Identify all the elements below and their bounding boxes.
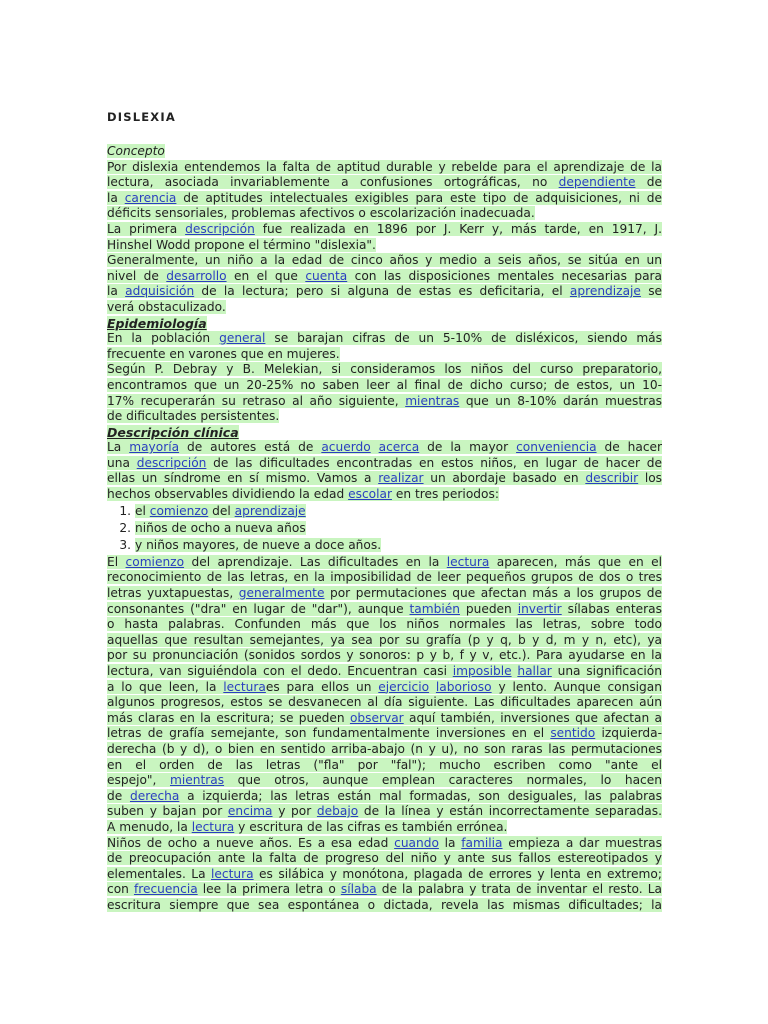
link-mayoria[interactable]: mayoría (129, 440, 180, 455)
link-escolar[interactable]: escolar (348, 487, 392, 502)
link-observar[interactable]: observar (349, 710, 404, 725)
text-line: de dificultades persistentes. (107, 409, 280, 424)
link-familia[interactable]: familia (461, 835, 503, 850)
text-line: Según P. Debray y B. Melekian, si consideramos los niños del curso preparatorio, (107, 362, 662, 377)
document-title: DISLEXIA (107, 110, 176, 124)
text-line: algunos progresos, estos se desvanecen al día siguiente. Las dificultades aparecen aún (107, 695, 662, 710)
link-invertir[interactable]: invertir (517, 601, 562, 616)
link-acuerdo[interactable]: acuerdo (321, 440, 371, 455)
text-word: de (646, 175, 662, 190)
link-aprendizaje[interactable]: aprendizaje (569, 284, 641, 299)
text-line: letras yuxtapuestas, generalmente por permutaciones que afectan más a los grupos de (107, 586, 662, 601)
text-line: hechos observables dividiendo la edad (107, 487, 345, 502)
link-cuenta[interactable]: cuenta (305, 268, 348, 283)
text-word: el (135, 503, 146, 518)
link-adquisicion[interactable]: adquisición (125, 284, 195, 299)
link-conveniencia[interactable]: conveniencia (516, 440, 597, 455)
text-line: Generalmente, un niño a la edad de cinco años y medio a seis años, se sitúa en un (107, 253, 662, 268)
text-word: la (107, 190, 118, 205)
text-line: Por dislexia entendemos la falta de aptitud durable y rebelde para el aprendizaje de la (107, 159, 662, 174)
text-line: espejo", mientras que otros, aunque emplean caracteres normales, lo hacen (107, 773, 662, 788)
link-realizar[interactable]: realizar (378, 471, 424, 486)
link-descripcion[interactable]: descripción (185, 221, 255, 236)
link-aprendizaje-2[interactable]: aprendizaje (234, 503, 306, 518)
text-line: verá obstaculizado. (107, 299, 226, 314)
link-lectura[interactable]: lectura (191, 819, 235, 834)
text-line: Hinshel Wodd propone el término "dislexia". (107, 237, 376, 252)
link-dependiente[interactable]: dependiente (558, 175, 636, 190)
list-item (113, 520, 662, 537)
document-body (107, 144, 662, 913)
list-number: 3. (119, 538, 131, 553)
body-paragraphs (107, 555, 662, 914)
text-line: que un 8-10% darán muestras (465, 393, 662, 408)
text-line: fue realizada en 1896 por J. Kerr y, más tarde, en 1917, J. (262, 221, 662, 236)
link-lectura[interactable]: lectura (446, 554, 490, 569)
periods-list (107, 503, 662, 555)
link-lectura[interactable]: lectura (211, 866, 254, 881)
section-descripcion-clinica: Descripción clínica (107, 424, 239, 440)
link-ejercicio[interactable]: ejercicio (378, 679, 430, 694)
text-line: A menudo, la lectura y escritura de las cifras es también errónea. (107, 819, 508, 834)
text-line: de las dificultades encontradas en estos niños, en lugar de hacer de (213, 455, 662, 470)
text-line: y niños mayores, de nueve a doce años. (135, 538, 382, 553)
list-number: 2. (119, 521, 131, 536)
text-line: frecuente en varones que en mujeres. (107, 346, 340, 361)
link-encima[interactable]: encima (227, 804, 273, 819)
section-epidemiologia: Epidemiología (107, 315, 207, 331)
text-line: reconocimiento de las letras, en la imposibilidad de leer pequeños grupos de dos o tres (107, 570, 662, 585)
text-line: lectura, asociada invariablemente a confusiones ortográficas, no (107, 175, 548, 190)
link-derecha[interactable]: derecha (129, 788, 180, 803)
link-general[interactable]: general (219, 331, 266, 346)
text-line: lectura, van siguiéndola con el dedo. Encuentran casi imposible hallar una significación (107, 663, 662, 678)
link-desarrollo[interactable]: desarrollo (166, 268, 227, 283)
link-comienzo[interactable]: comienzo (125, 554, 185, 569)
text-line: a lo que leen, la lecturaes para ellos un ejercicio laborioso y lento. Aunque consigan (107, 679, 662, 694)
link-frecuencia[interactable]: frecuencia (133, 882, 198, 897)
text-line: de hacer (604, 440, 662, 455)
text-line: de autores está de (187, 440, 314, 455)
link-comienzo[interactable]: comienzo (149, 503, 209, 518)
link-hallar[interactable]: hallar (517, 663, 552, 678)
text-line: de la lectura; pero si alguna de estas es deficitaria, el (201, 284, 563, 299)
text-line: déficits sensoriales, problemas afectivos o escolarización inadecuada. (107, 206, 535, 221)
text-line: con las disposiciones mentales necesarias para (354, 268, 662, 283)
text-line: Niños de ocho a nueve años. Es a esa edad cuando la familia empieza a dar muestras (107, 835, 662, 850)
text-line: consonantes ("dra" en lugar de "dar"), aunque también pueden invertir sílabas enteras (107, 601, 662, 616)
section-concepto: Concepto (107, 144, 165, 158)
text-word: se (648, 284, 662, 299)
link-laborioso[interactable]: laborioso (435, 679, 492, 694)
text-line: elementales. La lectura es silábica y monótona, plagada de errores y lenta en extremo; (107, 866, 662, 881)
link-imposible[interactable]: imposible (452, 663, 512, 678)
link-tambien[interactable]: también (409, 601, 460, 616)
text-line: de preocupación ante la falta de progreso del niño y ante sus fallos estereotipados y (107, 851, 662, 866)
text-line: La primera (107, 221, 178, 236)
link-lectura[interactable]: lectura (223, 679, 266, 694)
text-line: o hasta palabras. Confunden más que los niños normales las letras, sobre todo (107, 617, 662, 632)
text-line: se barajan cifras de un 5-10% de disléxicos, siendo más (274, 331, 662, 346)
list-number: 1. (119, 503, 131, 518)
text-line: El comienzo del aprendizaje. Las dificultades en la lectura aparecen, más que en el (107, 554, 662, 569)
link-sentido[interactable]: sentido (550, 726, 596, 741)
text-line: 17% recuperarán su retraso al año siguiente, (107, 393, 399, 408)
text-line: de aptitudes intelectuales exigibles para este tipo de adquisiciones, ni de (183, 190, 662, 205)
link-debajo[interactable]: debajo (316, 804, 359, 819)
text-line: de derecha a izquierda; las letras están mal formadas, son desiguales, las palabras (107, 788, 662, 803)
link-acerca[interactable]: acerca (378, 440, 420, 455)
text-line: un abordaje basado en (430, 471, 579, 486)
text-line: escritura siempre que sea espontánea o dictada, revela las mismas dificultades; la (107, 897, 662, 912)
text-line: aquellas que resultan semejantes, ya sea por su grafía (p y q, b y d, m y n, etc), ya (107, 632, 662, 647)
text-line: encontramos que un 20-25% no saben leer al final de dicho curso; de estos, un 10- (107, 377, 662, 392)
list-item (113, 503, 662, 520)
list-item (113, 537, 662, 554)
text-line: en tres periodos: (395, 487, 499, 502)
text-word: del (212, 503, 231, 518)
text-line: suben y bajan por encima y por debajo de la línea y están incorrectamente separadas. (107, 804, 662, 819)
link-generalmente[interactable]: generalmente (238, 586, 325, 601)
text-line: ellas un síndrome en sí mismo. Vamos a (107, 471, 372, 486)
text-line: con frecuencia lee la primera letra o sílaba de la palabra y trata de inventar el resto. La (107, 882, 662, 897)
text-line: en el orden de las letras ("fla" por "fal"); mucho escriben como "ante el (107, 757, 662, 772)
text-word: una (107, 455, 130, 470)
link-silaba[interactable]: sílaba (340, 882, 377, 897)
text-line: por su pronunciación (sonidos sordos y sonoros: p y b, f y v, etc.). Para ayudarse en la (107, 648, 662, 663)
link-descripcion-2[interactable]: descripción (136, 455, 207, 470)
link-cuando[interactable]: cuando (394, 835, 439, 850)
text-line: en el que (233, 268, 298, 283)
text-word: los (644, 471, 662, 486)
text-line: de la mayor (427, 440, 509, 455)
text-line: derecha (b y d), o bien en sentido arriba-abajo (n y u), no son raras las permutaciones (107, 741, 662, 756)
link-mientras[interactable]: mientras (169, 773, 225, 788)
text-word: la (107, 284, 118, 299)
text-line: nivel de (107, 268, 159, 283)
text-line: más claras en la escritura; se pueden observar aquí también, inversiones que afectan a (107, 710, 662, 725)
link-mientras[interactable]: mientras (405, 393, 460, 408)
text-word: La (107, 440, 122, 455)
link-carencia[interactable]: carencia (124, 190, 177, 205)
text-line: niños de ocho a nueva años (135, 521, 306, 536)
text-line: En la población (107, 331, 211, 346)
text-line: letras de grafía semejante, son fundamentalmente inversiones en el sentido izquierda- (107, 726, 662, 741)
link-describir[interactable]: describir (585, 471, 639, 486)
